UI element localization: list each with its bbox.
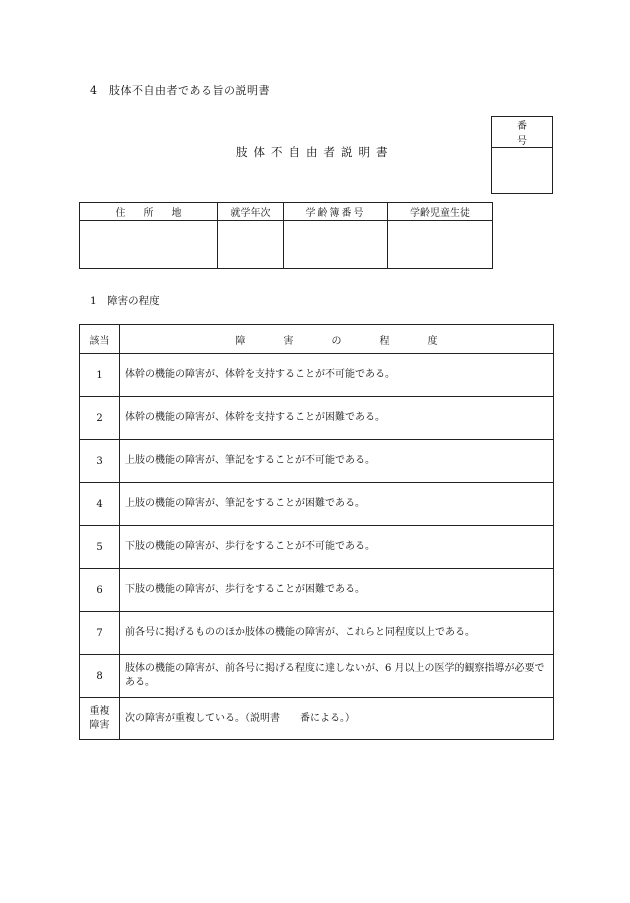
row-number: 3 [80,440,120,483]
table-row[interactable] [80,483,554,526]
table-row[interactable] [80,440,554,483]
address-field[interactable] [80,221,218,269]
row-description: 肢体の機能の障害が、前各号に掲げる程度に達しないが、6 月以上の医学的観察指導が必要である。 [120,655,554,698]
row-description: 上肢の機能の障害が、筆記をすることが不可能である。 [120,440,554,483]
section-title: 4 肢体不自由者である旨の説明書 [90,84,270,97]
table-row[interactable] [80,655,554,698]
duplicate-label-line1: 重複 [89,705,110,717]
row-number: 5 [80,526,120,569]
table-row[interactable] [80,569,554,612]
student-info-table [79,202,493,269]
row-description: 前各号に掲げるもののほか肢体の機能の障害が、これらと同程度以上である。 [120,612,554,655]
number-box [491,116,553,194]
duplicate-label-line2: 障害 [89,719,110,731]
subsection-title: 1 障害の程度 [90,295,160,307]
row-description: 下肢の機能の障害が、歩行をすることが不可能である。 [120,526,554,569]
school-year-field[interactable] [218,221,284,269]
table-row[interactable] [80,526,554,569]
header-applicable: 該当 [80,325,120,354]
table-row[interactable] [80,397,554,440]
row-description: 下肢の機能の障害が、歩行をすることが困難である。 [120,569,554,612]
header-register-number: 学齢簿番号 [284,203,388,221]
disability-degree-table [79,324,554,740]
row-number: 4 [80,483,120,526]
table-row[interactable] [80,612,554,655]
header-school-year: 就学年次 [218,203,284,221]
row-description: 体幹の機能の障害が、体幹を支持することが困難である。 [120,397,554,440]
duplicate-disability-text: 次の障害が重複している。（説明書 番による。） [120,698,554,740]
number-value-field[interactable] [492,148,553,194]
register-number-field[interactable] [284,221,388,269]
row-number: 2 [80,397,120,440]
row-number: 8 [80,655,120,698]
header-degree: 障害の程度 [120,325,554,354]
duplicate-disability-label [80,698,120,740]
header-student: 学齢児童生徒 [388,203,493,221]
number-label: 番号 [492,117,553,148]
document-title: 肢体不自由者説明書 [236,145,394,159]
row-number: 6 [80,569,120,612]
row-number: 1 [80,354,120,397]
header-address: 住所地 [80,203,218,221]
row-description: 体幹の機能の障害が、体幹を支持することが不可能である。 [120,354,554,397]
row-number: 7 [80,612,120,655]
duplicate-disability-row[interactable] [80,698,554,740]
row-description: 上肢の機能の障害が、筆記をすることが困難である。 [120,483,554,526]
student-field[interactable] [388,221,493,269]
table-row[interactable] [80,354,554,397]
